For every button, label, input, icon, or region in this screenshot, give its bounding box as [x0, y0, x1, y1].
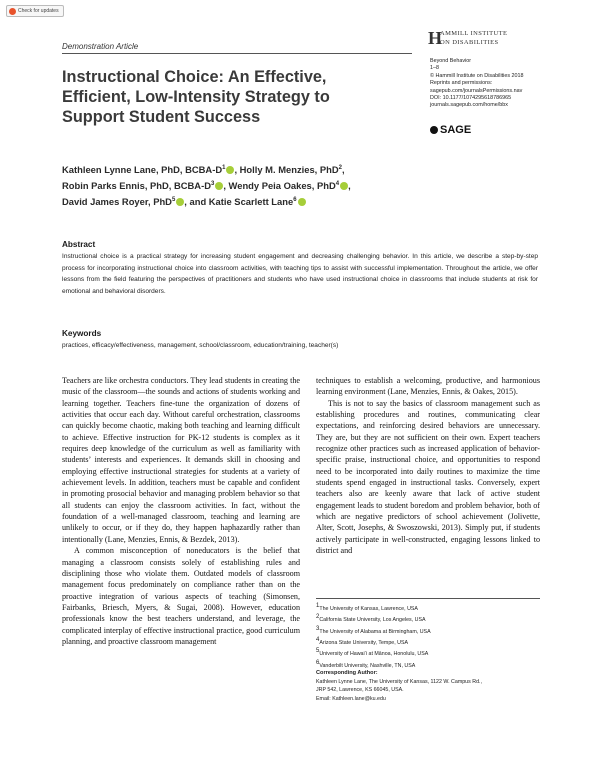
publisher-logo [428, 29, 548, 51]
article-title: Instructional Choice: An Effective, Efficient, Low-Intensity Strategy to Support Student Success [62, 68, 330, 126]
journal-meta [430, 58, 524, 110]
keywords-heading: Keywords [62, 329, 102, 338]
badge-label: Check for updates [18, 8, 59, 14]
body-paragraph: This is not to say the basics of classroom management such as establishing procedures and routines, communicating clear expectations, and reinforcing desired behaviors are unnecessary. They are, but they are not sufficient on their own. Expert teachers recognize other practices such as increased application of behavior-specific praise, instructional choice, and opportunities to respond need to be incorporated into daily routines to maximize the time students spend engaged in instructional tasks. Conversely, expert teachers also are keenly aware that lack of active student engagement leads to student boredom and problem behavior, both of which are negative predictors of school achievement (Jolivette, Alter, Scott, Josephs, & Swoszowski, 2013). Simply put, if students actively participate in well-constructed, engaging lessons linked to district and [316, 398, 540, 556]
corresponding-line-1: Kathleen Lynne Lane, The University of Kansas, 1122 W. Campus Rd., [316, 678, 482, 685]
orcid-icon[interactable] [298, 198, 306, 206]
corresponding-line-2: JRP 542, Lawrence, KS 66045, USA. [316, 687, 404, 694]
body-column-right [316, 375, 540, 557]
sage-mark-icon [430, 126, 438, 134]
author-list [62, 161, 462, 209]
logo-line-2: ON DISABILITIES [440, 39, 499, 46]
body-paragraph: A common misconception of noneducators is the belief that managing a classroom consists solely of establishing rules and disciplining those who violate them. Outdated models of classroom management focus predominately on compliance rather than on the proactive integration of various aspects of teaching (Simonsen, Fairbanks, Briesch, Myers, & Sugai, 2008). However, education professionals know the best teachers understand, and leverage, the complicated interplay of effective instructional practice, good curriculum planning, and proactive classroom management [62, 546, 300, 646]
footnote-rule [316, 598, 540, 599]
abstract-heading: Abstract [62, 240, 96, 249]
meta-permissions-link[interactable]: sagepub.com/journalsPermissions.nav [430, 87, 523, 94]
affiliation-1: $^1$The University of Kansas, Lawrence, USA [316, 603, 418, 612]
author-2: Holly M. Menzies, PhD$^2$, [239, 164, 345, 176]
corresponding-author [316, 669, 546, 703]
meta-pages: 1–8 [430, 65, 439, 72]
affiliation-4: $^4$Arizona State University, Tempe, USA [316, 637, 409, 646]
article-type: Demonstration Article [62, 42, 139, 51]
affiliation-3: $^3$The University of Alabama at Birmingham, USA [316, 625, 431, 635]
affiliation-5: $^5$University of Hawai‘i at Mānoa, Honolulu, USA [316, 648, 429, 658]
sage-wordmark: SAGE [440, 124, 472, 136]
corresponding-email[interactable]: Email: Kathleen.lane@ku.edu [316, 695, 386, 702]
author-5: David James Royer, PhD$^5$ , and [62, 196, 209, 208]
corresponding-heading: Corresponding Author: [316, 670, 378, 676]
header-rule [62, 53, 412, 54]
abstract-text: Instructional choice is a practical strategy for increasing student engagement and decreasing challenging behavior. In this article, we describe a step-by-step process for incorporating instructional choice into classroom activities, with teaching tips to assist with successful implementation. Throughout the article, we offer lessons from the field featuring the perspectives of practitioners and students who have used instructional choice in classrooms that include students at risk for emotional and behavioral disorders. [62, 253, 538, 295]
keywords-text: practices, efficacy/effectiveness, management, school/classroom, education/training, teacher(s) [62, 342, 339, 349]
sage-logo [430, 124, 471, 136]
check-for-updates-badge[interactable] [6, 5, 64, 17]
author-1: Kathleen Lynne Lane, PhD, BCBA-$D^1$ , [62, 164, 240, 176]
meta-copyright: © Hammill Institute on Disabilities 2018 [430, 72, 524, 79]
meta-doi-link[interactable]: DOI: 10.1177/1074295618786965 [430, 95, 512, 102]
author-6: Katie Scarlett Lane$^6$ [209, 196, 306, 207]
meta-journal: Beyond Behavior [430, 58, 472, 64]
author-3: Robin Parks Ennis, PhD, BCBA-$D^3$ , [62, 180, 229, 192]
body-paragraph: techniques to establish a welcoming, productive, and harmonious learning environment (Lane, Menzies, Ennis, & Oakes, 2015). [316, 376, 540, 397]
logo-line-1: AMMILL INSTITUTE [440, 30, 508, 37]
body-paragraph: Teachers are like orchestra conductors. They lead students in creating the music of the classroom—the sounds and actions of students working and learning together. Teachers fine-tune the organization of dozens of activities that occur each day. Without careful orchestration, classrooms can quickly become chaotic, making both teaching and learning difficult to achieve. Effective instruction for PK-12 students is complex as it requires deep knowledge of the curriculum as well as familiarity with students’ interests and experiences. It demands skill in choosing and employing effective instructional strategies for students at a variety of achievement levels. In addition, teachers must be capable and confident in promoting prosocial behavior and managing problem behavior so that all students can enjoy the classroom activities. In fact, without the foundation of a well-managed classroom, teaching and learning are unlikely to occur, or if they do, they happen haphazardly rather than intentionally (Lane, Menzies, Ennis, & Bezdek, 2013). [62, 376, 300, 544]
affiliation-6: $^6$Vanderbilt University, Nashville, TN, USA [316, 659, 416, 669]
body-column-left [62, 375, 300, 647]
meta-journal-link[interactable]: journals.sagepub.com/home/bbx [430, 102, 508, 109]
hammill-logo-icon: H [428, 28, 443, 48]
affiliations [316, 602, 546, 670]
orcid-icon[interactable] [340, 182, 348, 190]
affiliation-2: $^2$California State University, Los Angeles, USA [316, 614, 426, 624]
update-icon [9, 8, 16, 15]
meta-reprints: Reprints and permissions: [430, 80, 493, 87]
author-4: Wendy Peia Oakes, PhD$^4$ , [228, 180, 351, 192]
